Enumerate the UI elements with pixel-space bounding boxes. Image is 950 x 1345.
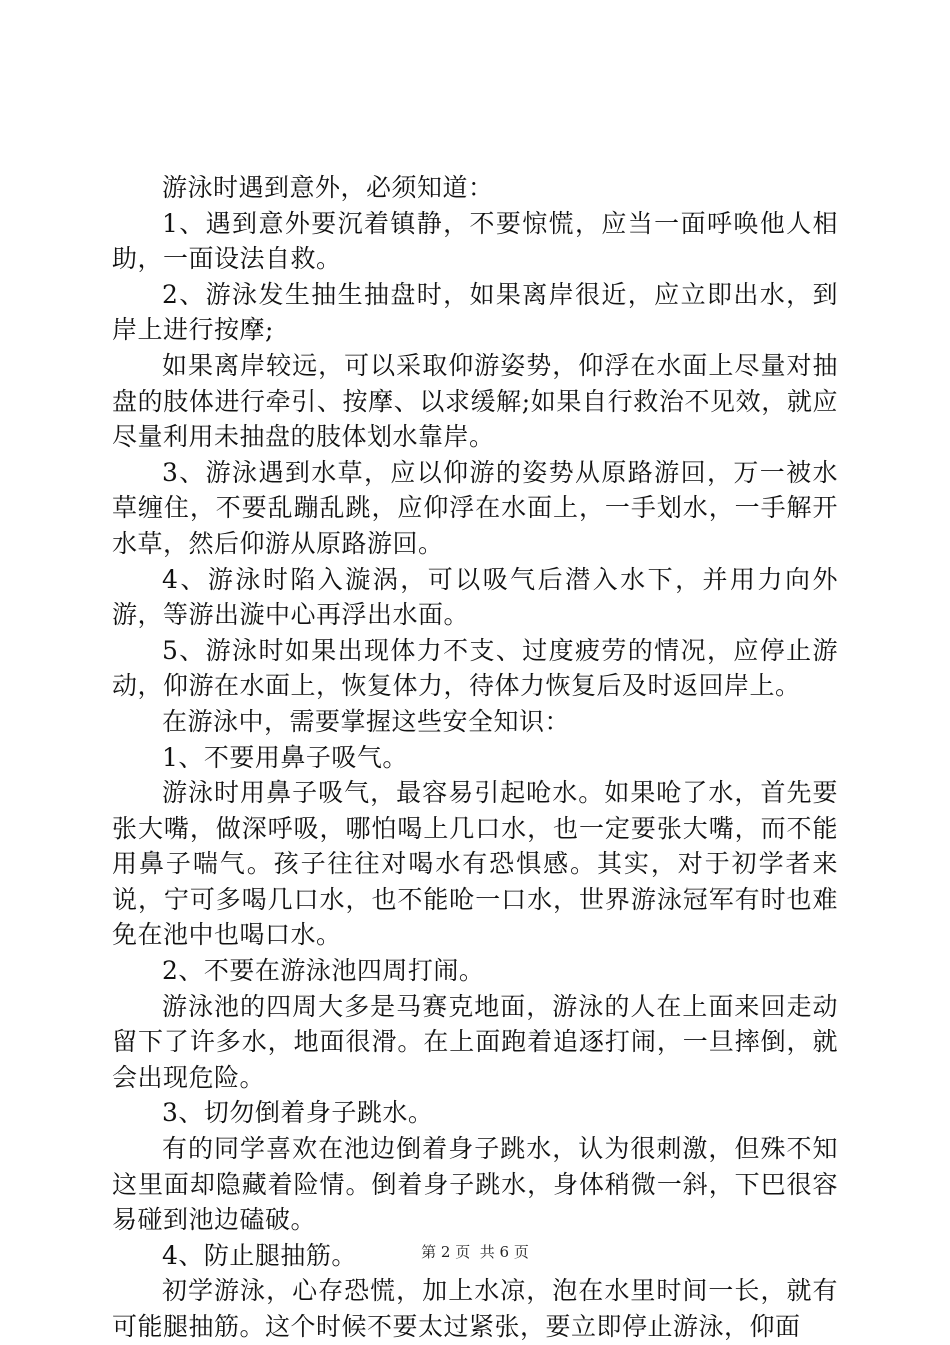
paragraph: 游泳池的四周大多是马赛克地面，游泳的人在上面来回走动留下了许多水，地面很滑。在上面跑着追逐打闹，一旦摔倒，就会出现危险。	[112, 991, 838, 1092]
paragraph: 在游泳中，需要掌握这些安全知识：	[162, 706, 571, 736]
paragraph: 4、防止腿抽筋。	[162, 1240, 357, 1270]
paragraph: 5、游泳时如果出现体力不支、过度疲劳的情况，应停止游动，仰游在水面上，恢复体力，待体力恢复后及时返回岸上。	[112, 635, 838, 701]
paragraph: 如果离岸较远，可以采取仰游姿势，仰浮在水面上尽量对抽盘的肢体进行牵引、按摩、以求缓解;如果自行救治不见效，就应尽量利用未抽盘的肢体划水靠岸。	[112, 350, 838, 452]
paragraph: 3、游泳遇到水草，应以仰游的姿势从原路游回，万一被水草缠住，不要乱蹦乱跳，应仰浮在水面上，一手划水，一手解开水草，然后仰游从原路游回。	[112, 457, 838, 558]
paragraph: 4、游泳时陷入漩涡，可以吸气后潜入水下，并用力向外游，等游出漩中心再浮出水面。	[112, 564, 838, 630]
document-body	[112, 170, 838, 1345]
page-number: 第 2 页	[421, 1243, 471, 1261]
paragraph: 游泳时遇到意外，必须知道：	[162, 173, 494, 202]
paragraph: 2、不要在游泳池四周打闹。	[162, 956, 485, 986]
paragraph: 初学游泳，心存恐慌，加上水凉，泡在水里时间一长，就有可能腿抽筋。这个时候不要太过紧张，要立即停止游泳，仰面	[112, 1276, 838, 1341]
page-footer	[0, 1242, 950, 1262]
page-total: 共 6 页	[479, 1243, 529, 1261]
paragraph: 有的同学喜欢在池边倒着身子跳水，认为很刺激，但殊不知这里面却隐藏着险情。倒着身子跳水，身体稍微一斜，下巴很容易碰到池边磕破。	[112, 1134, 838, 1235]
paragraph: 游泳时用鼻子吸气，最容易引起呛水。如果呛了水，首先要张大嘴，做深呼吸，哪怕喝上几口水，也一定要张大嘴，而不能用鼻子喘气。孩子往往对喝水有恐惧感。其实，对于初学者来说，宁可多喝几口水，也不能呛一口水，世界游泳冠军有时也难免在池中也喝口水。	[112, 778, 838, 950]
paragraph: 1、不要用鼻子吸气。	[162, 742, 408, 772]
paragraph: 3、切勿倒着身子跳水。	[162, 1098, 434, 1128]
paragraph: 1、遇到意外要沉着镇静，不要惊慌，应当一面呼唤他人相助，一面设法自救。	[112, 208, 838, 274]
paragraph: 2、游泳发生抽生抽盘时，如果离岸很近，应立即出水，到岸上进行按摩;	[112, 279, 838, 345]
